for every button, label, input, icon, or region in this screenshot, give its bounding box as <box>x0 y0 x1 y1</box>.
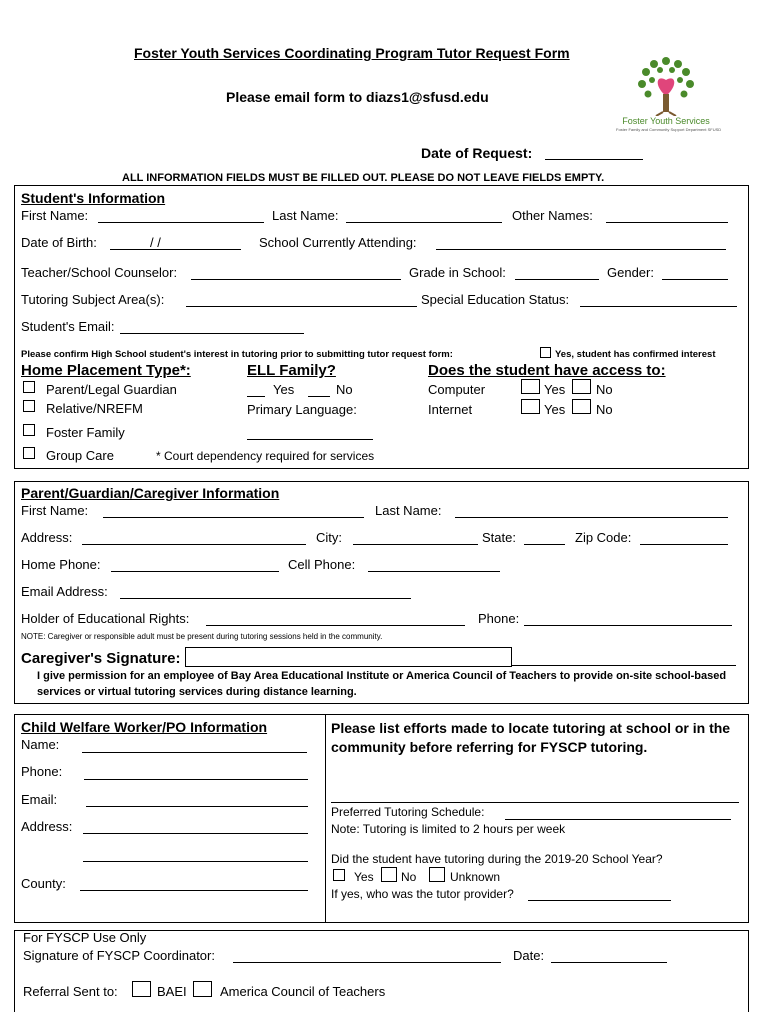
cell-phone-field[interactable] <box>368 571 500 572</box>
home-phone-label: Home Phone: <box>21 557 101 572</box>
sped-status-label: Special Education Status: <box>421 292 570 307</box>
student-email-label: Student's Email: <box>21 319 115 334</box>
cww-address-field-2[interactable] <box>83 861 308 862</box>
tutor-provider-question: If yes, who was the tutor provider? <box>331 887 514 901</box>
cww-name-label: Name: <box>21 737 60 752</box>
internet-yes-checkbox[interactable] <box>521 399 540 414</box>
access-heading: Does the student have access to: <box>428 362 666 379</box>
date-of-request-field[interactable] <box>545 159 643 160</box>
email-instruction: Please email form to diazs1@sfusd.edu <box>226 89 489 105</box>
logo-text: Foster Youth Services <box>622 116 710 126</box>
caregiver-signature-line <box>512 665 736 666</box>
cww-email-label: Email: <box>21 792 58 807</box>
parent-last-name-label: Last Name: <box>375 503 442 518</box>
referral-act-checkbox[interactable] <box>193 981 212 997</box>
student-first-name-label: First Name: <box>21 208 89 223</box>
primary-language-label: Primary Language: <box>247 402 357 417</box>
computer-yes-checkbox[interactable] <box>521 379 540 394</box>
student-school-label: School Currently Attending: <box>259 235 417 250</box>
gender-label: Gender: <box>607 265 654 280</box>
cww-phone-field[interactable] <box>84 779 308 780</box>
parent-heading: Parent/Guardian/Caregiver Information <box>21 485 280 501</box>
cww-county-label: County: <box>21 876 66 891</box>
sped-status-field[interactable] <box>580 306 737 307</box>
hs-confirm-yes-label: Yes, student has confirmed interest <box>555 349 716 360</box>
cww-county-field[interactable] <box>80 890 308 891</box>
holder-rights-label: Holder of Educational Rights: <box>21 611 190 626</box>
ell-yes-field[interactable] <box>247 396 265 397</box>
computer-no-label: No <box>596 382 613 397</box>
student-first-name-field[interactable] <box>98 222 264 223</box>
ell-no-field[interactable] <box>308 396 330 397</box>
efforts-heading: Please list efforts made to locate tutoring at school or in the community before referring for FYSCP tutoring. <box>331 720 731 755</box>
student-email-field[interactable] <box>120 333 304 334</box>
schedule-label: Preferred Tutoring Schedule: <box>331 805 485 819</box>
office-date-label: Date: <box>513 948 545 963</box>
tutoring-subjects-field[interactable] <box>186 306 417 307</box>
hs-confirm-checkbox[interactable] <box>540 347 551 358</box>
schedule-field[interactable] <box>505 819 731 820</box>
coordinator-signature-label: Signature of FYSCP Coordinator: <box>23 948 215 963</box>
caregiver-signature-field[interactable] <box>185 647 512 667</box>
placement-parent-label: Parent/Legal Guardian <box>46 382 177 397</box>
cww-name-field[interactable] <box>82 752 307 753</box>
placement-parent-checkbox[interactable] <box>23 381 35 393</box>
gender-field[interactable] <box>662 279 728 280</box>
caregiver-signature-label: Caregiver's Signature: <box>21 650 181 667</box>
ell-yes-label: Yes <box>273 382 295 397</box>
office-use-heading: For FYSCP Use Only <box>23 930 147 945</box>
parent-state-label: State: <box>482 530 516 545</box>
cell-phone-label: Cell Phone: <box>288 557 356 572</box>
placement-foster-checkbox[interactable] <box>23 424 35 436</box>
student-heading: Student's Information <box>21 190 166 206</box>
parent-first-name-field[interactable] <box>103 517 364 518</box>
prior-yes-label: Yes <box>354 870 374 884</box>
student-other-names-label: Other Names: <box>512 208 593 223</box>
grade-label: Grade in School: <box>409 265 506 280</box>
student-other-names-field[interactable] <box>606 222 728 223</box>
primary-language-field[interactable] <box>247 439 373 440</box>
parent-email-label: Email Address: <box>21 584 108 599</box>
prior-unknown-checkbox[interactable] <box>429 867 445 882</box>
student-last-name-label: Last Name: <box>272 208 339 223</box>
home-phone-field[interactable] <box>111 571 279 572</box>
date-of-request-label: Date of Request: <box>421 145 533 161</box>
computer-no-checkbox[interactable] <box>572 379 591 394</box>
placement-group-checkbox[interactable] <box>23 447 35 459</box>
student-last-name-field[interactable] <box>346 222 502 223</box>
cww-address-label: Address: <box>21 819 73 834</box>
parent-state-field[interactable] <box>524 544 565 545</box>
fys-logo <box>616 54 722 134</box>
caregiver-note: NOTE: Caregiver or responsible adult must be present during tutoring sessions held in the community. <box>21 632 383 641</box>
internet-yes-label: Yes <box>544 402 566 417</box>
parent-last-name-field[interactable] <box>455 517 728 518</box>
internet-no-checkbox[interactable] <box>572 399 591 414</box>
prior-no-label: No <box>401 870 417 884</box>
permission-statement: I give permission for an employee of Bay Area Educational Institute or America Council of Teachers to provide on-site school-based services or virtual tutoring services during distance learning. <box>37 670 727 698</box>
prior-unknown-label: Unknown <box>450 870 501 884</box>
referral-label: Referral Sent to: <box>23 984 118 999</box>
placement-heading: Home Placement Type*: <box>21 362 191 379</box>
parent-email-field[interactable] <box>120 598 411 599</box>
student-dob-field[interactable] <box>110 249 241 250</box>
access-internet-label: Internet <box>428 402 473 417</box>
coordinator-signature-field[interactable] <box>233 962 501 963</box>
parent-first-name-label: First Name: <box>21 503 89 518</box>
form-title: Foster Youth Services Coordinating Program Tutor Request Form <box>134 45 570 61</box>
cww-phone-label: Phone: <box>21 764 63 779</box>
cww-email-field[interactable] <box>86 806 308 807</box>
placement-group-label: Group Care <box>46 448 114 463</box>
student-dob-label: Date of Birth: <box>21 235 97 250</box>
holder-phone-field[interactable] <box>524 625 732 626</box>
computer-yes-label: Yes <box>544 382 566 397</box>
holder-phone-label: Phone: <box>478 611 520 626</box>
tutor-provider-field[interactable] <box>528 900 671 901</box>
cww-address-field-1[interactable] <box>83 833 308 834</box>
prior-yes-checkbox[interactable] <box>333 869 345 881</box>
dob-slashes: / / <box>150 235 161 250</box>
required-notice: ALL INFORMATION FIELDS MUST BE FILLED OUT. PLEASE DO NOT LEAVE FIELDS EMPTY. <box>122 172 605 184</box>
referral-baei-checkbox[interactable] <box>132 981 151 997</box>
tutoring-limit-note: Note: Tutoring is limited to 2 hours per week <box>331 822 566 836</box>
efforts-field[interactable] <box>331 802 739 803</box>
ell-no-label: No <box>336 382 353 397</box>
parent-city-label: City: <box>316 530 342 545</box>
parent-city-field[interactable] <box>353 544 478 545</box>
parent-zip-label: Zip Code: <box>575 530 632 545</box>
access-computer-label: Computer <box>428 382 486 397</box>
teacher-counselor-label: Teacher/School Counselor: <box>21 265 178 280</box>
court-dependency-note: * Court dependency required for services <box>156 449 375 463</box>
parent-zip-field[interactable] <box>640 544 728 545</box>
hs-confirm-text: Please confirm High School student's interest in tutoring prior to submitting tutor request form: <box>21 349 453 360</box>
tutoring-subjects-label: Tutoring Subject Area(s): <box>21 292 165 307</box>
placement-relative-checkbox[interactable] <box>23 400 35 412</box>
parent-address-field[interactable] <box>82 544 306 545</box>
cww-heading: Child Welfare Worker/PO Information <box>21 719 268 735</box>
ell-heading: ELL Family? <box>247 362 336 379</box>
placement-relative-label: Relative/NREFM <box>46 401 143 416</box>
grade-field[interactable] <box>515 279 599 280</box>
referral-baei-label: BAEI <box>157 984 187 999</box>
office-date-field[interactable] <box>551 962 667 963</box>
prior-tutoring-question: Did the student have tutoring during the 2019-20 School Year? <box>331 852 663 866</box>
placement-foster-label: Foster Family <box>46 425 125 440</box>
internet-no-label: No <box>596 402 613 417</box>
logo-subtext: Foster Family and Community Support Department SFUSD <box>616 127 722 132</box>
prior-no-checkbox[interactable] <box>381 867 397 882</box>
student-school-field[interactable] <box>436 249 726 250</box>
holder-rights-field[interactable] <box>206 625 465 626</box>
tree-heart-icon <box>616 54 716 116</box>
parent-address-label: Address: <box>21 530 73 545</box>
referral-act-label: America Council of Teachers <box>220 984 386 999</box>
teacher-counselor-field[interactable] <box>191 279 401 280</box>
